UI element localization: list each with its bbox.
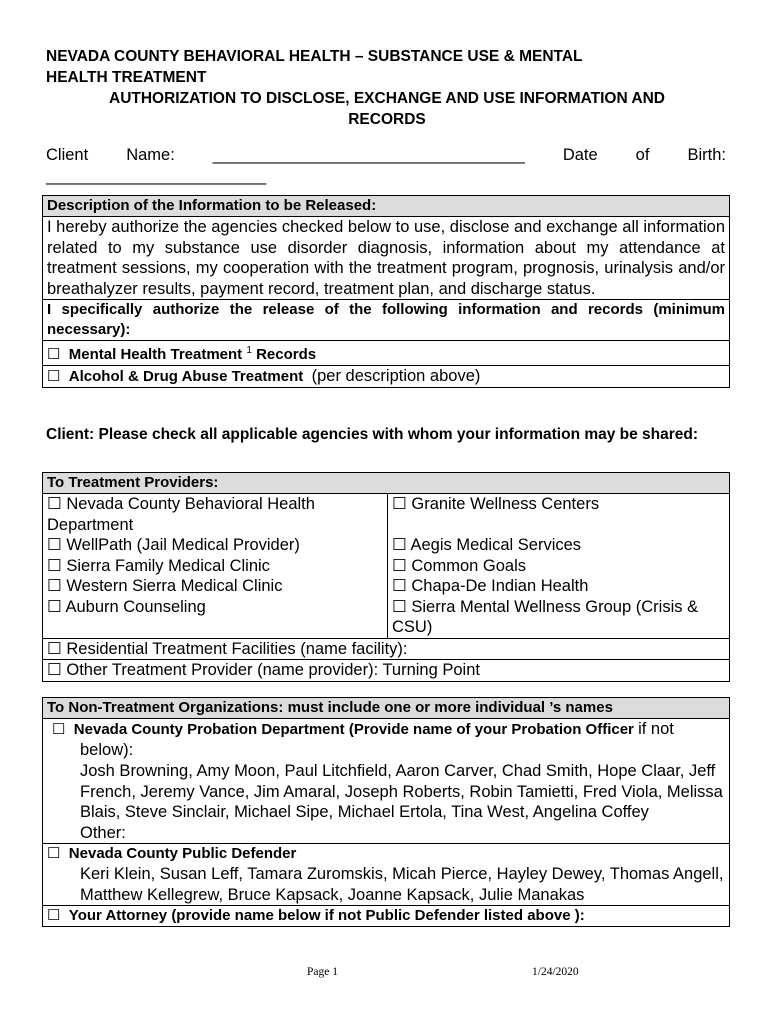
page-number: Page 1 <box>307 966 338 978</box>
non-treatment-heading: To Non-Treatment Organizations: must include one or more individual ’s names <box>43 698 730 719</box>
provider-option[interactable]: ☐ WellPath (Jail Medical Provider) <box>47 536 300 554</box>
probation-instruction-tail: if not below): <box>80 720 674 759</box>
description-table <box>42 195 730 388</box>
description-body: I hereby authorize the agencies checked below to use, disclose and exchange all information related to my substance use disorder diagnosis, information about my attendance at treatment sessions, my cooperation with the treatment program, prognosis, urinalysis and/or breathalyzer results, payment record, treatment plan, and discharge status. <box>43 217 730 300</box>
title-line-3: AUTHORIZATION TO DISCLOSE, EXCHANGE AND USE INFORMATION AND <box>109 90 665 107</box>
mental-health-row <box>43 341 730 366</box>
authorize-text: I specifically authorize the release of the following information and records (minimum necessary): <box>43 300 730 341</box>
non-treatment-table <box>42 697 730 927</box>
treatment-providers-table <box>42 472 730 682</box>
probation-officer-names: Josh Browning, Amy Moon, Paul Litchfield, Aaron Carver, Chad Smith, Hope Claar, Jeff French, Jeremy Vance, Jim Amaral, Joseph Roberts, Robin Tamietti, Fred Viola, Melissa Blais, Steve Sinclair, Michael Sipe, Michael Ertola, Tina West, Angelina Coffey <box>80 762 723 821</box>
alcohol-drug-checkbox[interactable]: ☐ <box>47 368 61 385</box>
provider-option[interactable]: ☐ Sierra Family Medical Clinic <box>47 556 270 575</box>
attorney-instruction-tail: ): <box>574 907 585 924</box>
treatment-heading: To Treatment Providers: <box>43 473 730 494</box>
client-name-field[interactable]: __________________________________ <box>212 146 525 164</box>
records-label: Records <box>256 346 317 363</box>
public-defender-row <box>43 844 730 906</box>
public-defender-names: Keri Klein, Susan Leff, Tamara Zuromskis, Micah Pierce, Hayley Dewey, Thomas Angell, Matthew Kellegrew, Bruce Kapsack, Joanne Kapsack, Julie Manakas <box>80 865 724 904</box>
of-label: of <box>635 146 650 164</box>
client-label: Client <box>46 146 89 164</box>
provider-option[interactable]: ☐ Chapa-De Indian Health <box>392 577 589 595</box>
alcohol-drug-label: Alcohol & Drug Abuse Treatment <box>68 368 304 385</box>
title-line-1: NEVADA COUNTY BEHAVIORAL HEALTH – SUBSTANCE USE & MENTAL <box>46 48 583 65</box>
provider-option[interactable]: ☐ Aegis Medical Services <box>392 536 582 554</box>
provider-left-column <box>43 494 388 639</box>
public-defender-checkbox[interactable]: ☐ <box>47 845 61 862</box>
attorney-checkbox[interactable]: ☐ <box>47 907 61 924</box>
probation-row <box>43 719 730 844</box>
mental-health-checkbox[interactable]: ☐ <box>47 346 61 363</box>
birth-label: Birth: <box>687 146 726 164</box>
provider-option[interactable]: ☐ Nevada County Behavioral Health Department <box>47 495 315 534</box>
name-label: Name: <box>126 146 175 164</box>
other-label: Other: <box>80 823 126 842</box>
mental-health-label: Mental Health Treatment <box>68 346 243 363</box>
provider-option[interactable]: ☐ Western Sierra Medical Clinic <box>47 577 283 595</box>
footnote-marker: 1 <box>246 345 252 356</box>
instructions: Client: Please check all applicable agencies with whom your information may be shared: <box>46 426 699 443</box>
probation-instruction: (Provide name of your Probation Officer <box>348 721 634 738</box>
provider-option[interactable]: ☐ Granite Wellness Centers <box>392 495 600 513</box>
attorney-row <box>43 906 730 927</box>
title-line-2: HEALTH TREATMENT <box>46 69 207 86</box>
alcohol-drug-row <box>43 366 730 388</box>
provider-right-column <box>388 494 730 639</box>
public-defender-label: Nevada County Public Defender <box>68 845 297 862</box>
revision-date: 1/24/2020 <box>532 966 579 978</box>
description-heading: Description of the Information to be Released: <box>43 196 730 217</box>
attorney-label: Your Attorney <box>68 907 168 924</box>
provider-option[interactable]: ☐ Sierra Mental Wellness Group (Crisis & CSU) <box>392 597 699 636</box>
title-line-4: RECORDS <box>348 111 426 128</box>
residential-option[interactable]: ☐ Residential Treatment Facilities (name facility): <box>43 638 730 660</box>
client-info <box>46 146 726 186</box>
attorney-instruction: (provide name below if not Public Defender listed above <box>171 907 571 924</box>
form-title <box>46 46 728 130</box>
probation-label: Nevada County Probation Department <box>73 721 345 738</box>
alcohol-drug-note: (per description above) <box>311 367 481 385</box>
probation-checkbox[interactable]: ☐ <box>52 721 66 738</box>
other-provider-option[interactable]: ☐ Other Treatment Provider (name provider): Turning Point <box>43 660 730 682</box>
dob-field[interactable]: ________________________ <box>46 167 267 185</box>
provider-option[interactable]: ☐ Common Goals <box>392 556 526 575</box>
provider-option[interactable]: ☐ Auburn Counseling <box>47 597 206 616</box>
date-label: Date <box>562 146 598 164</box>
